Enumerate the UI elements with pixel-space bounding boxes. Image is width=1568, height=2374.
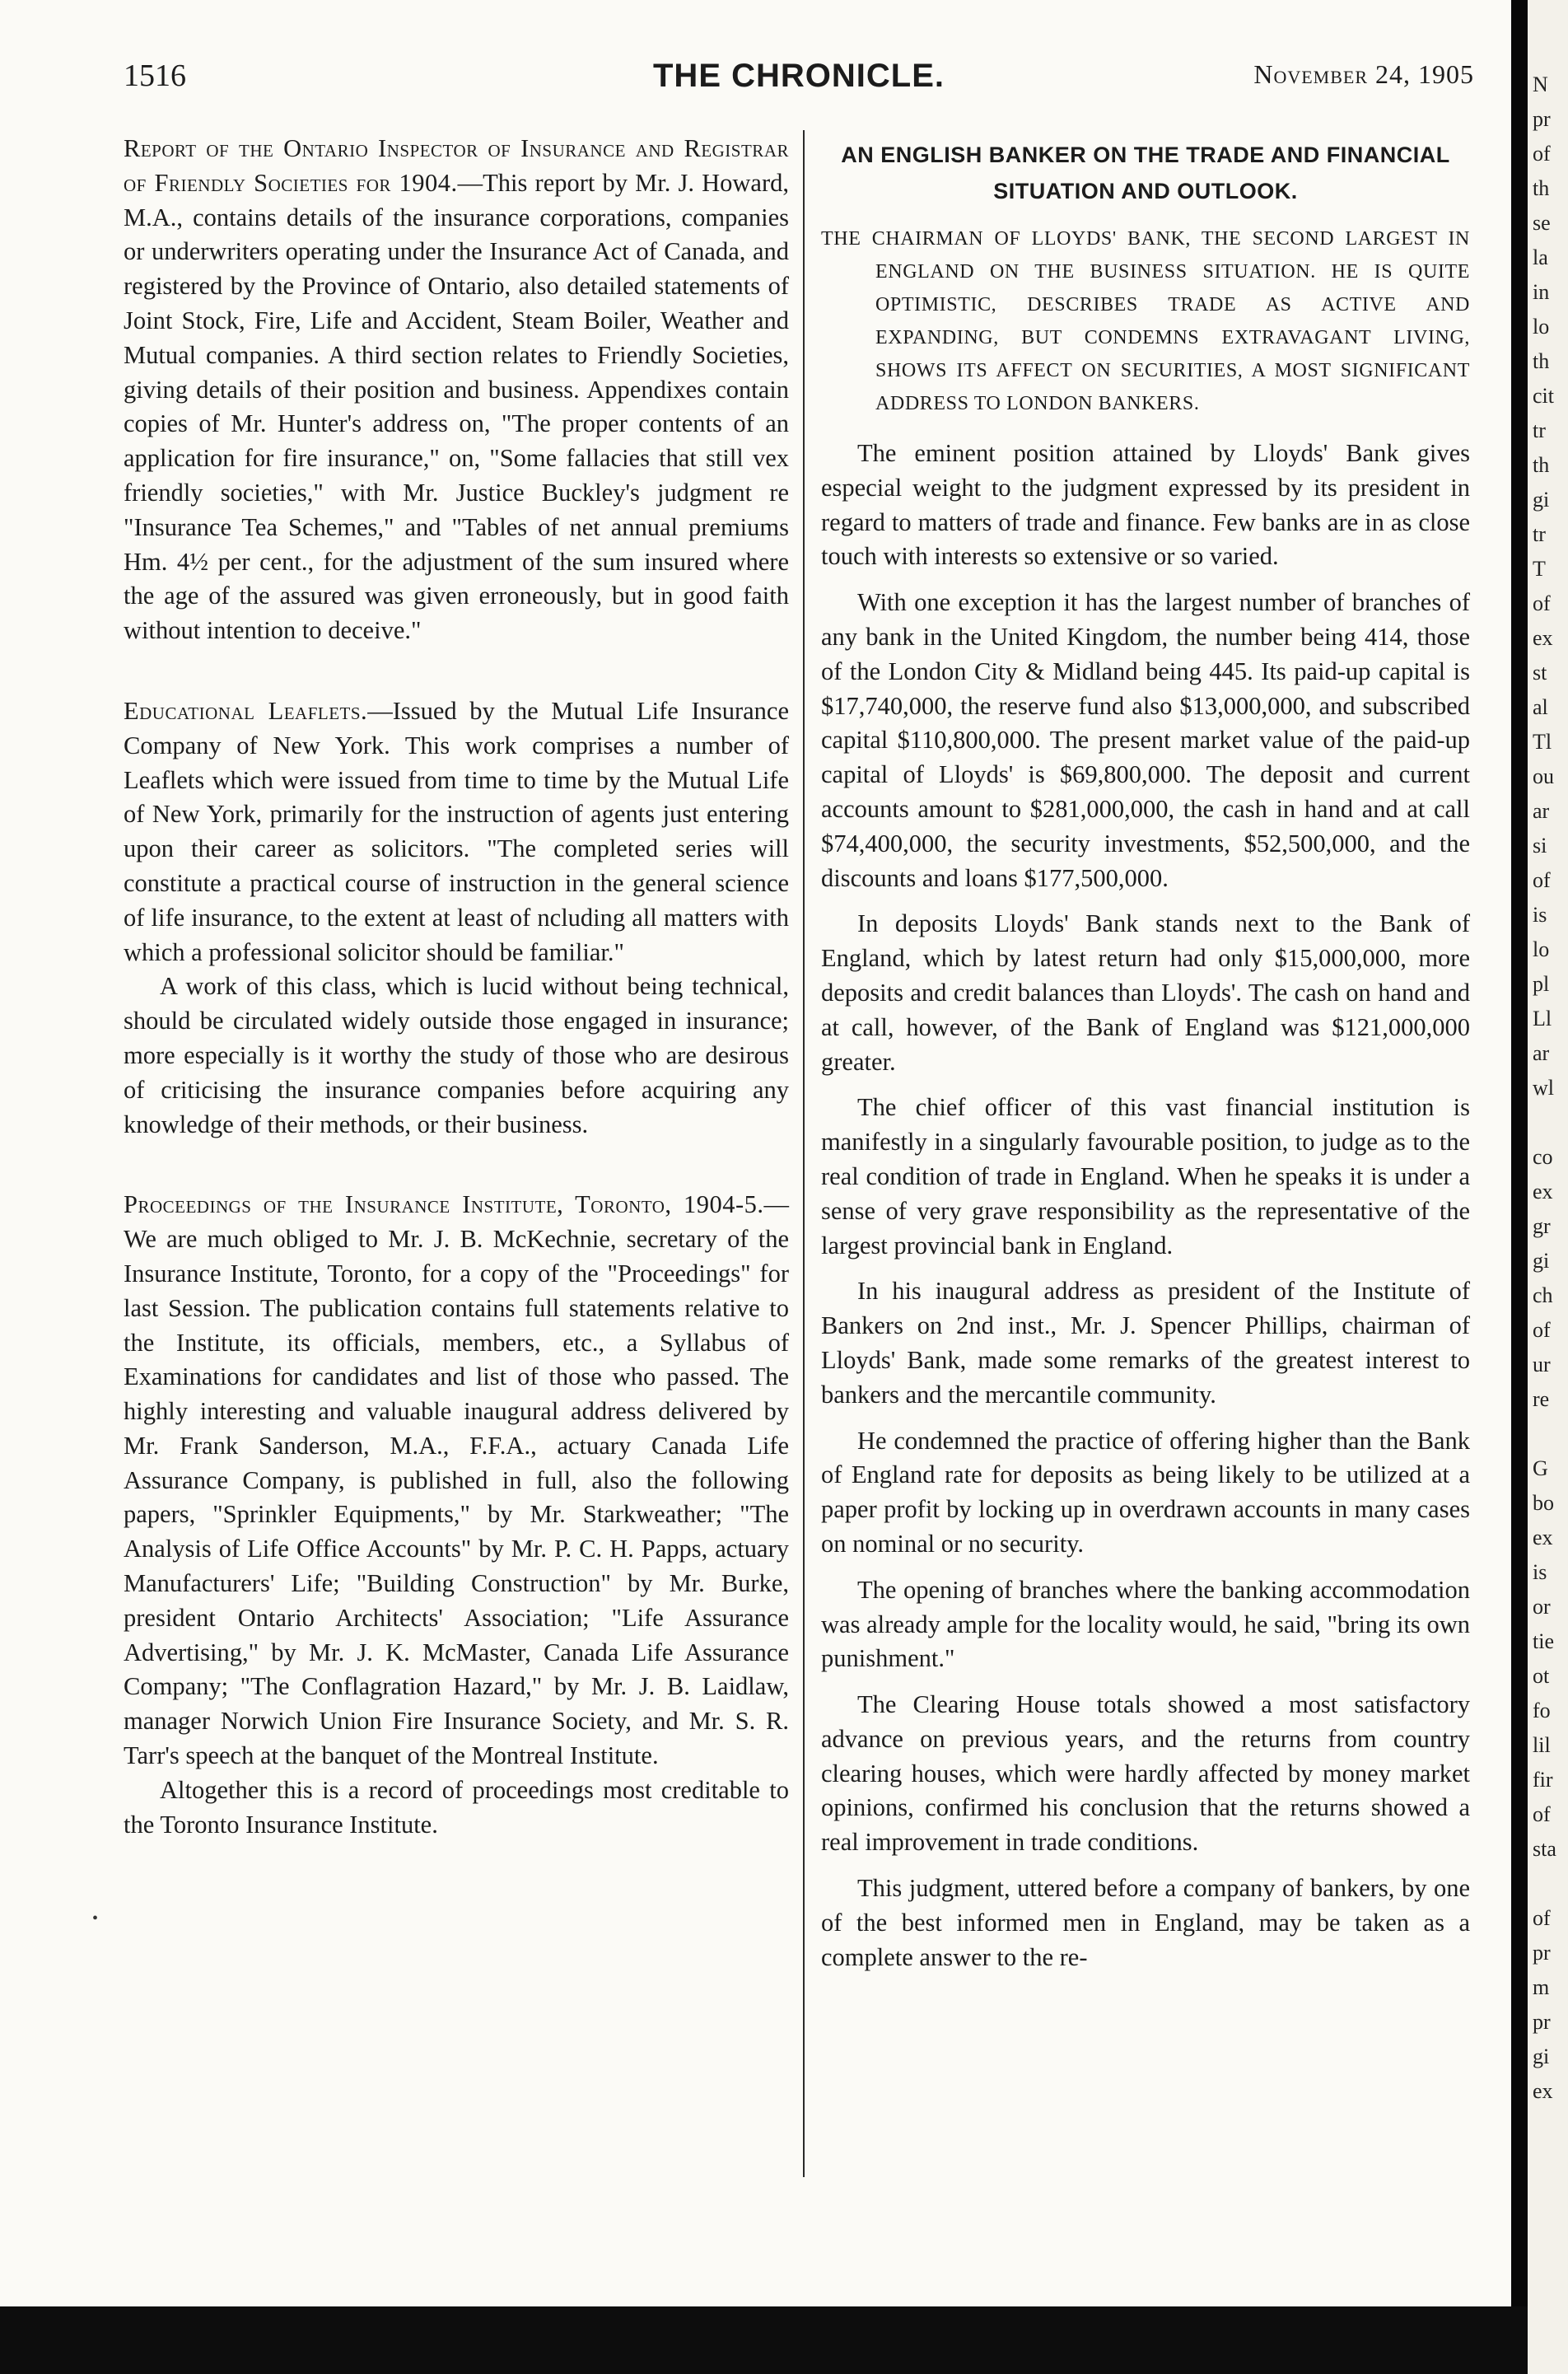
article-paragraph <box>124 132 789 648</box>
next-page-fragment: tr <box>1533 418 1546 442</box>
next-page-fragment: pl <box>1533 972 1550 996</box>
next-page-fragment: ex <box>1533 1526 1553 1549</box>
next-page-fragment: st <box>1533 661 1547 685</box>
next-page-fragment: fo <box>1533 1699 1551 1722</box>
next-page-fragment: ex <box>1533 1180 1553 1203</box>
body-paragraph: The chief officer of this vast financial institution is manifestly in a singularly favourable position, to judge as to the real condition of trade in England. When he speaks it is under a sense of very grave responsibility as the representative of the largest provincial bank in England. <box>821 1093 1470 1259</box>
margin-dot: • <box>92 1909 99 1928</box>
body-paragraph: This judgment, uttered before a company of bankers, by one of the best informed men in England, may be taken as a complete answer to the re- <box>821 1874 1470 1971</box>
article-body: —We are much obliged to Mr. J. B. McKechnie, secretary of the Insurance Institute, Toronto, for a copy of the "Proceedings" for last Session. The publication contains full statements relative to the Institute, its officials, members, etc., a Syllabus of Examinations for candidates and list of those who passed. The highly interesting and valuable inaugural address delivered by Mr. Frank Sanderson, M.A., F.F.A., actuary Canada Life Assurance Company, is published in full, also the following papers, "Sprinkler Equipments," by Mr. Starkweather; "The Analysis of Life Office Accounts" by Mr. P. C. H. Papps, actuary Manufacturers' Life; "Building Construction" by Mr. Burke, president Ontario Architects' Association; "Life Assurance Advertising," by Mr. J. K. McMaster, Canada Life Assurance Company; "The Conflagration Hazard," by Mr. J. B. Laidlaw, manager Norwich Union Fire Insurance Society, and Mr. S. R. Tarr's speech at the banquet of the Montreal Institute. <box>124 1190 789 1770</box>
article-title: Educational Leaflets. <box>124 696 368 725</box>
next-page-fragment: pr <box>1533 107 1551 131</box>
next-page-fragment: of <box>1533 868 1551 892</box>
next-page-edge <box>1528 0 1568 2374</box>
next-page-fragment: si <box>1533 834 1547 858</box>
next-page-fragment: lil <box>1533 1733 1551 1757</box>
next-page-fragment: G <box>1533 1456 1548 1480</box>
next-page-fragment: T <box>1533 557 1546 581</box>
next-page-fragment: of <box>1533 1906 1551 1930</box>
page-number: 1516 <box>124 58 186 93</box>
article-paragraph: A work of this class, which is lucid without being technical, should be circulated widely outside those engaged in insurance; more especially is it worthy the study of those who are desirous of criticising the insurance companies before acquiring any knowledge of their methods, or their business. <box>124 972 789 1138</box>
next-page-fragment: of <box>1533 1802 1551 1826</box>
next-page-fragment: m <box>1533 1975 1550 1999</box>
page-header <box>124 58 1474 107</box>
next-page-fragment: is <box>1533 903 1547 927</box>
next-page-fragment: fir <box>1533 1768 1553 1792</box>
next-page-fragment: la <box>1533 245 1548 269</box>
next-page-fragment: of <box>1533 142 1551 166</box>
next-page-fragment <box>1528 1105 1568 1140</box>
issue-date: November 24, 1905 <box>1253 59 1474 89</box>
body-paragraph: The opening of branches where the banking accommodation was already ample for the locality would, he said, "bring its own punishment." <box>821 1575 1470 1673</box>
next-page-fragment: in <box>1533 280 1550 304</box>
next-page-fragment: th <box>1533 453 1550 477</box>
article-body: —This report by Mr. J. Howard, M.A., contains details of the insurance corporations, companies or underwriters operating under the Insurance Act of Canada, and registered by the Province of Ontario, also detailed statements of Joint Stock, Fire, Life and Accident, Steam Boiler, Weather and Mutual companies. A third section relates to Friendly Societies, giving details of their position and business. Appendixes contain copies of Mr. Hunter's address on, "The proper contents of an application for fire insurance," on, "Some fallacies that still vex friendly societies," with Mr. Justice Buckley's judgment re "Insurance Tea Schemes," and "Tables of net annual premiums Hm. 4½ per cent., for the adjustment of the sum insured where the age of the assured was given erroneously, but in good faith without intention to deceive." <box>124 168 789 645</box>
article-summary: THE CHAIRMAN OF LLOYDS' BANK, THE SECOND LARGEST IN ENGLAND ON THE BUSINESS SITUATION. HE IS QUITE OPTIMISTIC, DESCRIBES TRADE AS ACTIVE AND EXPANDING, BUT CONDEMNS EXTRAVAGANT LIVING, SHOWS ITS AFFECT ON SECURITIES, A MOST SIGNIFICANT ADDRESS TO LONDON BANKERS. <box>821 228 1470 414</box>
body-paragraph: He condemned the practice of offering higher than the Bank of England rate for deposits as being likely to be utilized at a paper profit by locking up in overdrawn accounts in many cases on nominal or no security. <box>821 1426 1470 1558</box>
left-column <box>124 132 789 1888</box>
article-body: —Issued by the Mutual Life Insurance Company of New York. This work comprises a number of Leaflets which were issued from time to time by the Mutual Life of New York, primarily for the instruction of agents just entering upon their career as solicitors. "The completed series will constitute a practical course of instruction in the general science of life insurance, to the extent at least of ncluding all matters with which a professional solicitor should be familiar." <box>124 696 789 966</box>
next-page-fragment: N <box>1533 72 1548 96</box>
body-paragraph: In deposits Lloyds' Bank stands next to the Bank of England, which by latest return had only $15,000,000, more deposits and credit balances than Lloyds'. The cash on hand and at call, however, of the Bank of England was $121,000,000 greater. <box>821 909 1470 1076</box>
next-page-fragment: ex <box>1533 2079 1553 2103</box>
next-page-fragment: wl <box>1533 1076 1554 1100</box>
article-title: Proceedings of the Insurance Institute, Toronto, 1904-5. <box>124 1190 764 1219</box>
next-page-fragment: ex <box>1533 626 1553 650</box>
next-page-fragment: gr <box>1533 1214 1551 1238</box>
next-page-fragment: th <box>1533 349 1550 373</box>
article-title: Report of the Ontario Inspector of Insurance and Registrar of Friendly Societies for 1904. <box>124 134 789 197</box>
next-page-fragment <box>1528 1417 1568 1451</box>
article-paragraph <box>124 1188 789 1773</box>
next-page-fragment <box>1528 1867 1568 1901</box>
next-page-fragment: gi <box>1533 488 1550 512</box>
next-page-fragment: cit <box>1533 384 1554 408</box>
right-column <box>821 132 1470 1986</box>
next-page-fragment: al <box>1533 695 1548 719</box>
next-page-fragment: Tl <box>1533 730 1552 754</box>
next-page-fragment: re <box>1533 1387 1550 1411</box>
body-paragraph: The Clearing House totals showed a most satisfactory advance on previous years, and the returns from country clearing houses, which were hardly affected by money market opinions, confirmed his conclusion that the returns showed a real improvement in trade conditions. <box>821 1690 1470 1857</box>
next-page-fragment: lo <box>1533 937 1550 961</box>
next-page-fragment: ur <box>1533 1353 1551 1376</box>
article-educational-leaflets <box>124 694 789 1142</box>
next-page-fragment: ar <box>1533 799 1550 823</box>
next-page-fragment: bo <box>1533 1491 1554 1515</box>
next-page-fragment: tr <box>1533 522 1546 546</box>
next-page-fragment: gi <box>1533 1249 1550 1273</box>
next-page-fragment: of <box>1533 1318 1551 1342</box>
body-paragraph: With one exception it has the largest number of branches of any bank in the United Kingdom, the number being 414, those of the London City & Midland being 445. Its paid-up capital is $17,740,000, the reserve fund also $13,000,000, and subscribed capital $110,800,000. The present market value of the paid-up capital of Lloyds' is $69,800,000. The deposit and current accounts amount to $281,000,000, the cash in hand and at call $74,400,000, the security investments, $52,500,000, and the discounts and loans $177,500,000. <box>821 588 1470 892</box>
next-page-fragment: ar <box>1533 1041 1550 1065</box>
next-page-fragment: pr <box>1533 2010 1551 2034</box>
next-page-fragment: sta <box>1533 1837 1556 1861</box>
next-page-fragment: lo <box>1533 315 1550 339</box>
article-ontario-report <box>124 132 789 648</box>
next-page-fragment: ou <box>1533 764 1554 788</box>
next-page-fragment: is <box>1533 1560 1547 1584</box>
column-divider <box>803 130 805 2177</box>
next-page-fragment: Ll <box>1533 1007 1552 1030</box>
next-page-fragment: th <box>1533 176 1550 200</box>
next-page-fragment: or <box>1533 1595 1551 1619</box>
next-page-fragment: pr <box>1533 1941 1551 1965</box>
next-page-fragment: ot <box>1533 1664 1550 1688</box>
next-page-fragment: ch <box>1533 1283 1553 1307</box>
article-insurance-institute <box>124 1188 789 1842</box>
next-page-fragment: gi <box>1533 2045 1550 2068</box>
next-page-fragment: se <box>1533 211 1551 235</box>
body-paragraph: In his inaugural address as president of the Institute of Bankers on 2nd inst., Mr. J. Spencer Phillips, chairman of Lloyds' Bank, made some remarks of the greatest interest to bankers and the mercantile community. <box>821 1277 1470 1409</box>
next-page-fragment: co <box>1533 1145 1553 1169</box>
next-page-fragment: of <box>1533 591 1551 615</box>
article-paragraph <box>124 694 789 970</box>
article-paragraph: Altogether this is a record of proceedings most creditable to the Toronto Insurance Institute. <box>124 1775 789 1839</box>
publication-title: THE CHRONICLE. <box>653 58 945 94</box>
body-paragraph: The eminent position attained by Lloyds' Bank gives especial weight to the judgment expressed by its president in regard to matters of trade and finance. Few banks are in as close touch with interests so extensive or so varied. <box>821 439 1470 571</box>
article-headline: AN ENGLISH BANKER ON THE TRADE AND FINANCIAL SITUATION AND OUTLOOK. <box>841 143 1450 203</box>
next-page-fragment: tie <box>1533 1629 1554 1653</box>
